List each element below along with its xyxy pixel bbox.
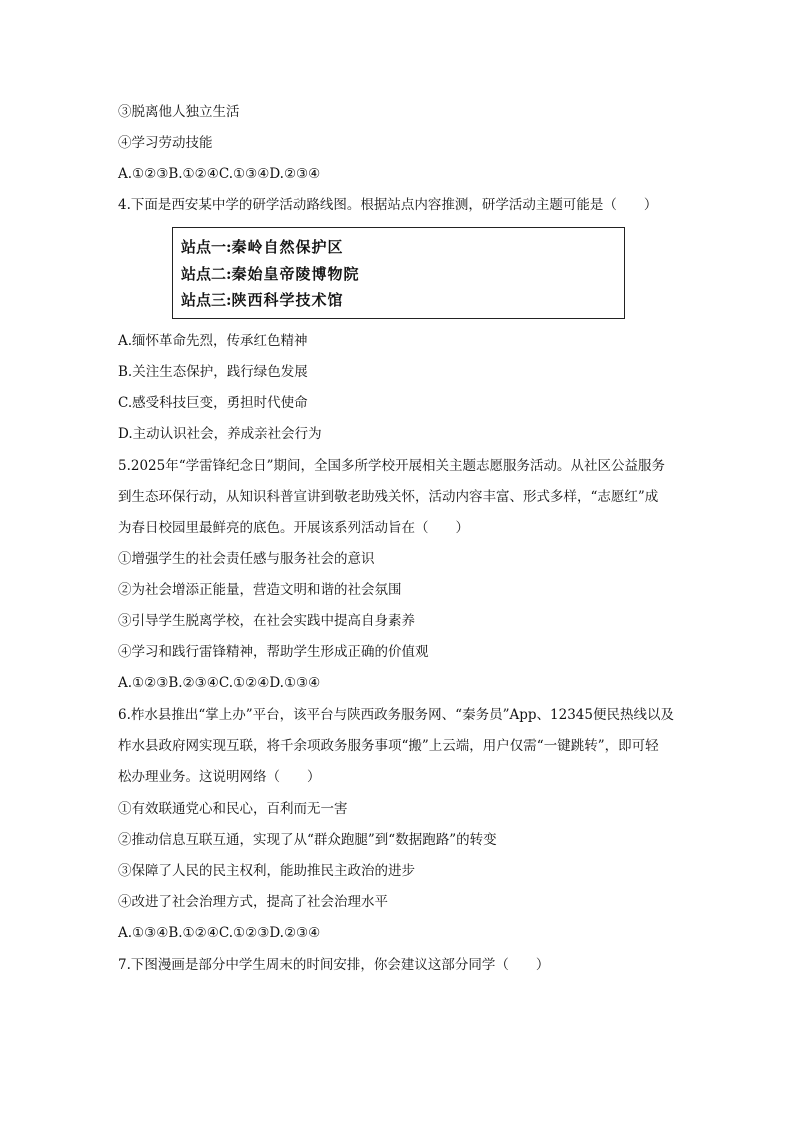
- q5-stem-3: 为春日校园里最鲜亮的底色。开展该系列活动旨在（ ）: [118, 520, 469, 536]
- q5-option-3: ③引导学生脱离学校，在社会实践中提高自身素养: [118, 613, 415, 629]
- station-label: 站点三:: [181, 291, 232, 309]
- line-option-4: ④学习劳动技能: [118, 135, 213, 151]
- q5-option-1: ①增强学生的社会责任感与服务社会的意识: [118, 551, 375, 567]
- q6-stem-2: 柞水县政府网实现互联，将千余项政务服务事项“搬”上云端，用户仅需“一键跳转”，即可轻: [118, 738, 659, 754]
- station-label: 站点一:: [181, 238, 232, 256]
- station-value: 秦岭自然保护区: [231, 238, 344, 256]
- q4-option-b: B.关注生态保护，践行绿色发展: [118, 364, 308, 380]
- station-value: 陕西科学技术馆: [231, 291, 344, 309]
- q5-stem-2: 到生态环保行动，从知识科普宣讲到敬老助残关怀，活动内容丰富、形式多样，“志愿红”成: [118, 489, 659, 505]
- q6-stem-1: 6.柞水县推出“掌上办”平台，该平台与陕西政务服务网、“秦务员”App、12345便民热线以及: [118, 707, 674, 723]
- q6-answers: A.①③④B.①②④C.①②③D.②③④: [118, 925, 321, 941]
- q6-option-1: ①有效联通党心和民心，百利而无一害: [118, 801, 348, 817]
- q3-answers: A.①②③B.①②④C.①③④D.②③④: [118, 166, 321, 182]
- line-option-3: ③脱离他人独立生活: [118, 104, 240, 120]
- q6-option-4: ④改进了社会治理方式，提高了社会治理水平: [118, 894, 388, 910]
- q4-option-a: A.缅怀革命先烈，传承红色精神: [118, 333, 308, 349]
- route-box: [172, 227, 625, 319]
- station-label: 站点二:: [181, 265, 232, 283]
- q7-stem: 7.下图漫画是部分中学生周末的时间安排，你会建议这部分同学（ ）: [118, 957, 550, 973]
- q6-stem-3: 松办理业务。这说明网络（ ）: [118, 769, 321, 785]
- q5-stem-1: 5.2025年“学雷锋纪念日”期间，全国多所学校开展相关主题志愿服务活动。从社区公益服务: [118, 458, 666, 474]
- q6-option-3: ③保障了人民的民主权利，能助推民主政治的进步: [118, 863, 415, 879]
- q5-option-4: ④学习和践行雷锋精神，帮助学生形成正确的价值观: [118, 644, 429, 660]
- station-value: 秦始皇帝陵博物院: [231, 265, 360, 283]
- station-2: [181, 263, 360, 285]
- q5-answers: A.①②③B.②③④C.①②④D.①③④: [118, 675, 321, 691]
- station-3: [181, 289, 344, 311]
- q5-option-2: ②为社会增添正能量，营造文明和谐的社会氛围: [118, 582, 402, 598]
- q6-option-2: ②推动信息互联互通，实现了从“群众跑腿”到“数据跑路”的转变: [118, 832, 497, 848]
- q4-option-c: C.感受科技巨变，勇担时代使命: [118, 395, 308, 411]
- q4-stem: 4.下面是西安某中学的研学活动路线图。根据站点内容推测，研学活动主题可能是（ ）: [118, 197, 658, 213]
- q4-option-d: D.主动认识社会，养成亲社会行为: [118, 426, 322, 442]
- station-1: [181, 236, 344, 258]
